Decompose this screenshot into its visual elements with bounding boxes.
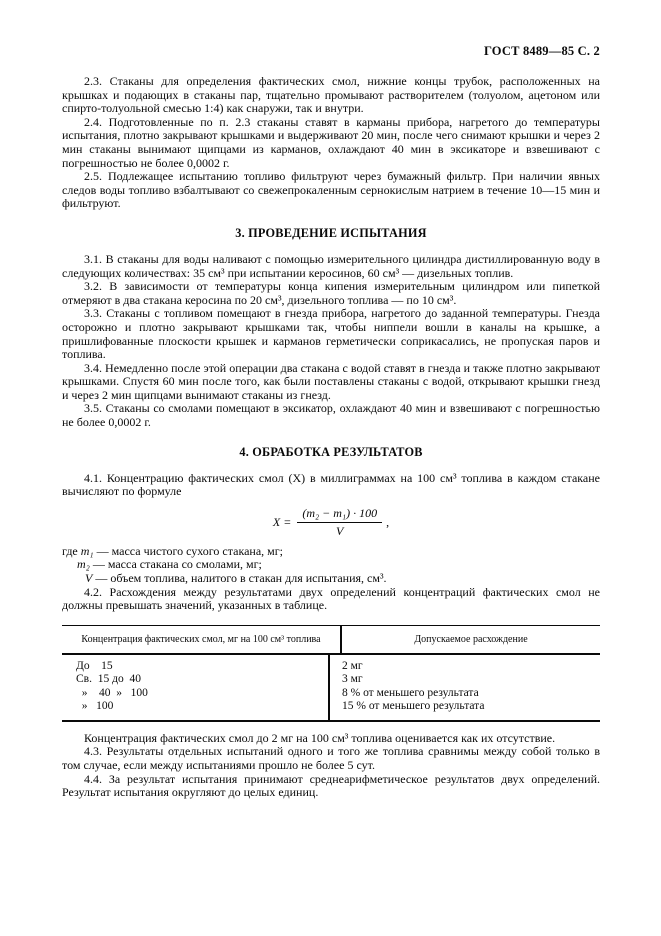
where-line-v [62, 572, 600, 586]
para-3-3: 3.3. Стаканы с топливом помещают в гнезда прибора, нагретого до заданной температуры. Гнезда осторожно и плотно закрывают крышками так, чтобы ниппели вошли в каналы на крышке, а пришлифованные плоскости крышек и карманов герметически соприкасались, не пропуская паров и топлива. [62, 306, 600, 362]
where-line-m1 [62, 545, 600, 559]
para-4-3: 4.3. Результаты отдельных испытаний одного и того же топлива сравнимы между собой только в том случае, если между испытаниями прошло не более 5 сут. [62, 744, 600, 772]
where-var-v: V [85, 571, 93, 586]
para-2-3: 2.3. Стаканы для определения фактических смол, нижние концы трубок, расположенных на крышках и подающих в стаканы пар, тщательно промывают растворителем (толуолом, ацетоном или спирто-толуольной смесью 1:4) как снаружи, так и внутри. [62, 74, 600, 116]
formula-fraction [297, 506, 382, 539]
para-2-5: 2.5. Подлежащее испытанию топливо фильтруют через бумажный фильтр. При наличии явных следов воды топливо взбалтывают со свежепрокаленным сернокислым натрием в течение 10—15 мин и фильтруют. [62, 169, 600, 211]
table-header-row [62, 626, 600, 655]
formula-numerator: (m₂ − m₁) · 100 [297, 506, 382, 523]
table-row-range: До 15 [76, 659, 113, 672]
discrepancy-table [62, 625, 600, 722]
where-desc-m1: — масса чистого сухого стакана, мг; [93, 543, 284, 558]
table-row-allowance: 15 % от меньшего результата [342, 700, 485, 713]
formula-comma: , [386, 514, 390, 529]
table-header-allowance: Допускаемое расхождение [414, 633, 528, 645]
para-3-4: 3.4. Немедленно после этой операции два стакана с водой ставят в гнезда и также плотно закрывают крышками. Спустя 60 мин после того, как были поставлены стаканы с водой, открывают крышки гнезд и через 2 мин щипцами вынимают стаканы из гнезд. [62, 360, 600, 402]
page-content [62, 44, 600, 800]
section-4-title: 4. ОБРАБОТКА РЕЗУЛЬТАТОВ [239, 444, 423, 459]
where-line-m2 [62, 558, 600, 572]
where-var-m1: m₁ [80, 543, 94, 558]
table-row-range: Св. 15 до 40 [76, 673, 141, 686]
para-3-2: 3.2. В зависимости от температуры конца кипения измерительным цилиндром или пипеткой отмеряют в два стакана керосина по 20 см³, дизельного топлива — по 10 см³. [62, 279, 600, 307]
doc-reference: ГОСТ 8489—85 С. 2 [483, 44, 600, 58]
table-column-allowance [330, 655, 600, 720]
para-4-4: 4.4. За результат испытания принимают среднеарифметическое результатов двух определений. Результат испытания округляют до целых единиц. [62, 771, 600, 800]
para-3-1: 3.1. В стаканы для воды наливают с помощью измерительного цилиндра дистиллированную воду в следующих количествах: 35 см³ при испытании керосинов, 60 см³ — дизельных топлив. [62, 251, 600, 280]
table-column-concentration [62, 655, 330, 720]
table-header-concentration: Концентрация фактических смол, мг на 100 см³ топлива [62, 626, 342, 653]
table-row-allowance: 3 мг [342, 673, 363, 686]
para-3-5: 3.5. Стаканы со смолами помещают в эксикатор, охлаждают 40 мин и взвешивают с погрешностью не более 0,0002 г. [62, 401, 600, 430]
table-row-range: » 100 [76, 700, 114, 713]
para-4-2: 4.2. Расхождения между результатами двух определений концентраций фактических смол не должны превышать значений, указанных в таблице. [62, 584, 600, 613]
where-desc-m2: — масса стакана со смолами, мг; [89, 557, 262, 572]
para-note-absence: Концентрация фактических смол до 2 мг на 100 см³ топлива оценивается как их отсутствие. [84, 730, 556, 745]
where-var-m2: m₂ [77, 557, 90, 572]
table-body [62, 655, 600, 720]
formula-lhs: X = [272, 514, 292, 529]
table-row-allowance: 2 мг [342, 659, 363, 672]
para-4-1: 4.1. Концентрацию фактических смол (X) в миллиграммах на 100 см³ топлива в каждом стакане вычисляют по формуле [62, 470, 600, 499]
table-row-allowance: 8 % от меньшего результата [342, 686, 479, 699]
section-3-title: 3. ПРОВЕДЕНИЕ ИСПЫТАНИЯ [235, 225, 427, 240]
formula-gum-concentration [62, 506, 600, 539]
where-desc-v: — объем топлива, налитого в стакан для испытания, см³. [92, 571, 387, 586]
where-prefix: где [62, 543, 81, 558]
table-row-range: » 40 » 100 [76, 686, 148, 699]
formula-denominator: V [336, 523, 344, 538]
para-2-4: 2.4. Подготовленные по п. 2.3 стаканы ставят в карманы прибора, нагретого до температуры испытания, плотно закрывают крышками и выдерживают 20 мин, после чего снимают крышки и через 2 мин стаканы вынимают щипцами из карманов, охлаждают 40 мин в эксикаторе и взвешивают с погрешностью не более 0,0002 г. [62, 114, 600, 170]
